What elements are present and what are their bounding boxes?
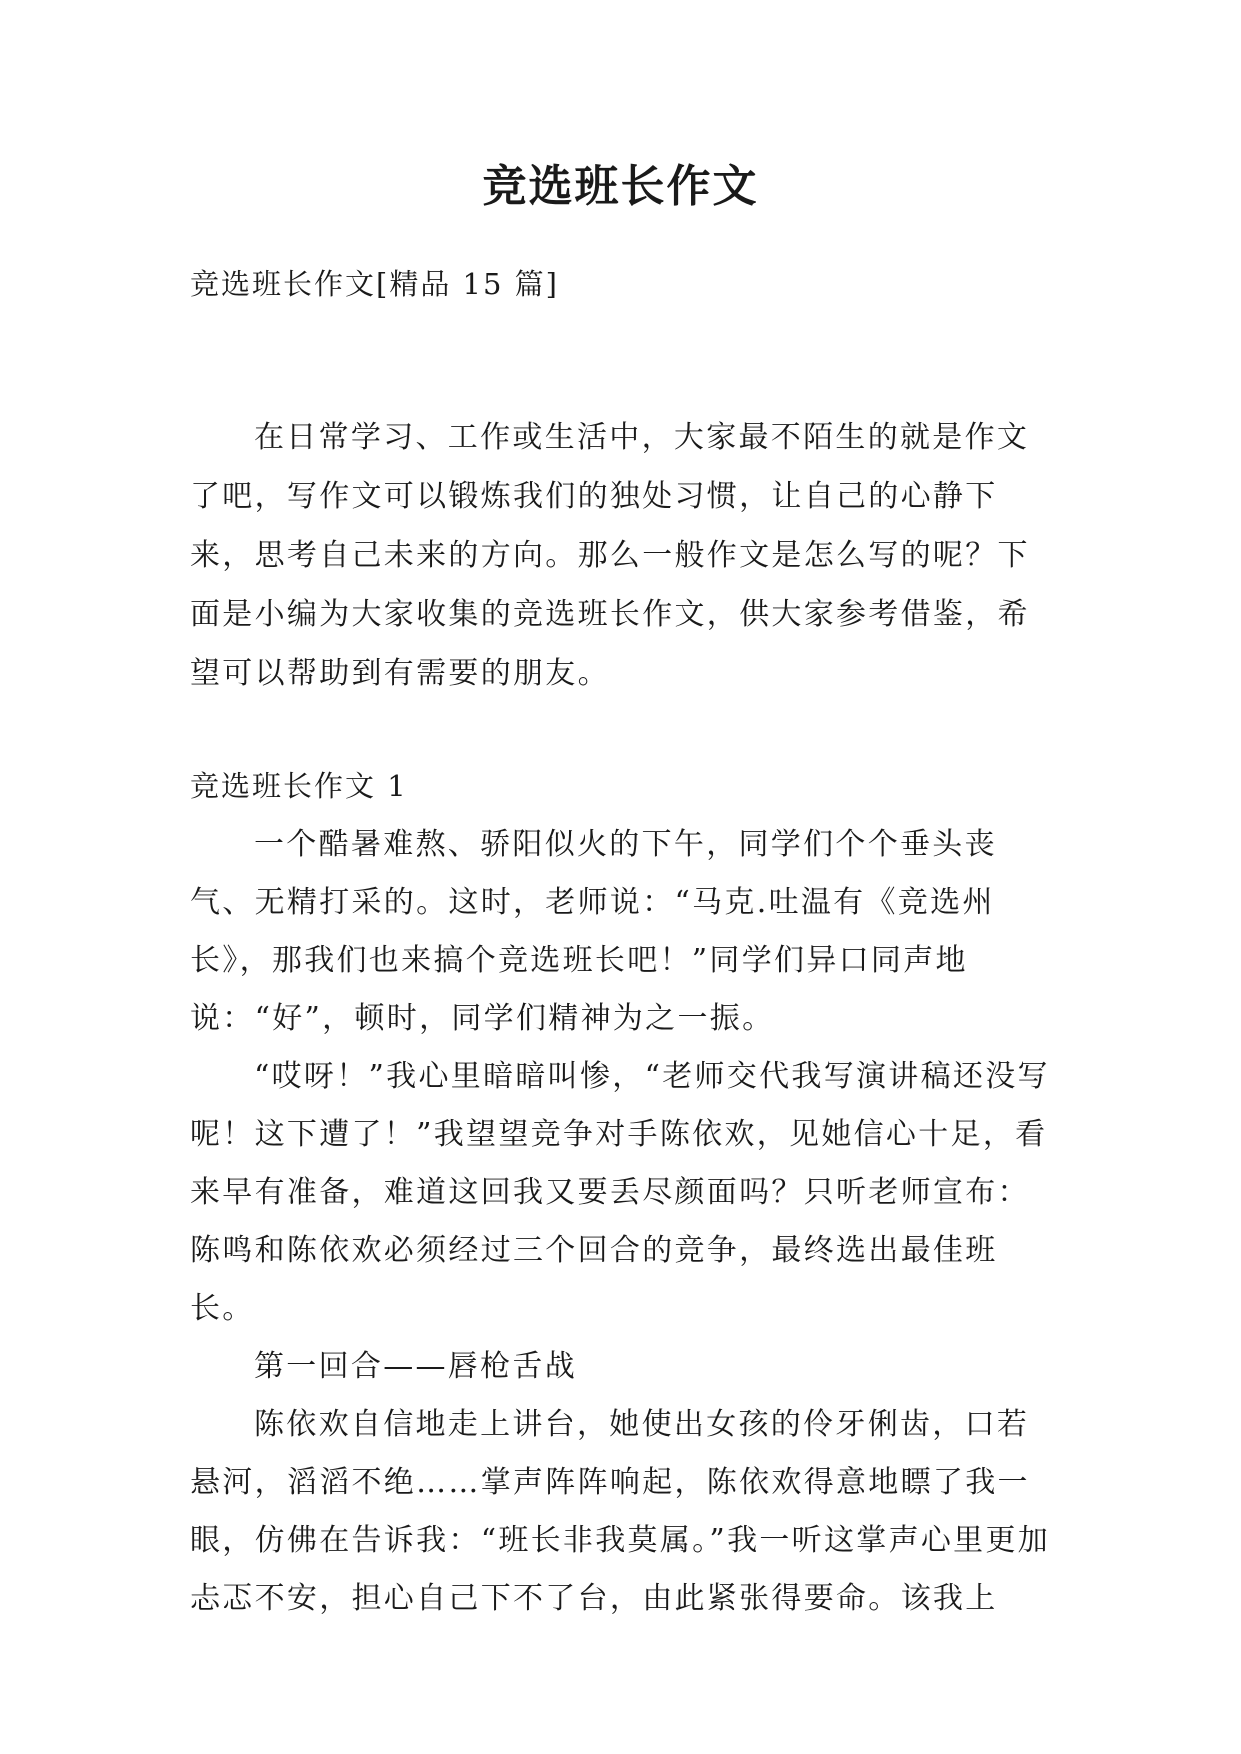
round-heading: 第一回合——唇枪舌战 [254,1349,577,1384]
document-title: 竞选班长作文 [482,161,759,212]
section-heading: 竞选班长作文 1 [190,769,408,803]
essay-paragraph: 一个酷暑难熬、骄阳似火的下午，同学们个个垂头丧气、无精打采的。这时，老师说：“马克.吐温有《竞选州长》，那我们也来搞个竞选班长吧！”同学们异口同声地说：“好”，顿时，同学们精神为之一振。 [190,827,997,1036]
essay-paragraph: 陈依欢自信地走上讲台，她使出女孩的伶牙俐齿，口若悬河，滔滔不绝……掌声阵阵响起，陈依欢得意地瞟了我一眼，仿佛在告诉我：“班长非我莫属。”我一听这掌声心里更加忐忑不安，担心自己下不了台，由此紧张得要命。该我上 [190,1407,1051,1616]
essay-body [190,816,1060,1628]
document-subtitle: 竞选班长作文[精品 15 篇] [190,267,559,301]
intro-paragraph: 在日常学习、工作或生活中，大家最不陌生的就是作文了吧，写作文可以锻炼我们的独处习惯，让自己的心静下来，思考自己未来的方向。那么一般作文是怎么写的呢？下面是小编为大家收集的竞选班长作文，供大家参考借鉴，希望可以帮助到有需要的朋友。 [190,420,1030,691]
essay-paragraph: “哎呀！”我心里暗暗叫惨，“老师交代我写演讲稿还没写呢！这下遭了！”我望望竞争对手陈依欢，见她信心十足，看来早有准备，难道这回我又要丢尽颜面吗？只听老师宣布：陈鸣和陈依欢必须经过三个回合的竞争，最终选出最佳班长。 [190,1059,1050,1326]
